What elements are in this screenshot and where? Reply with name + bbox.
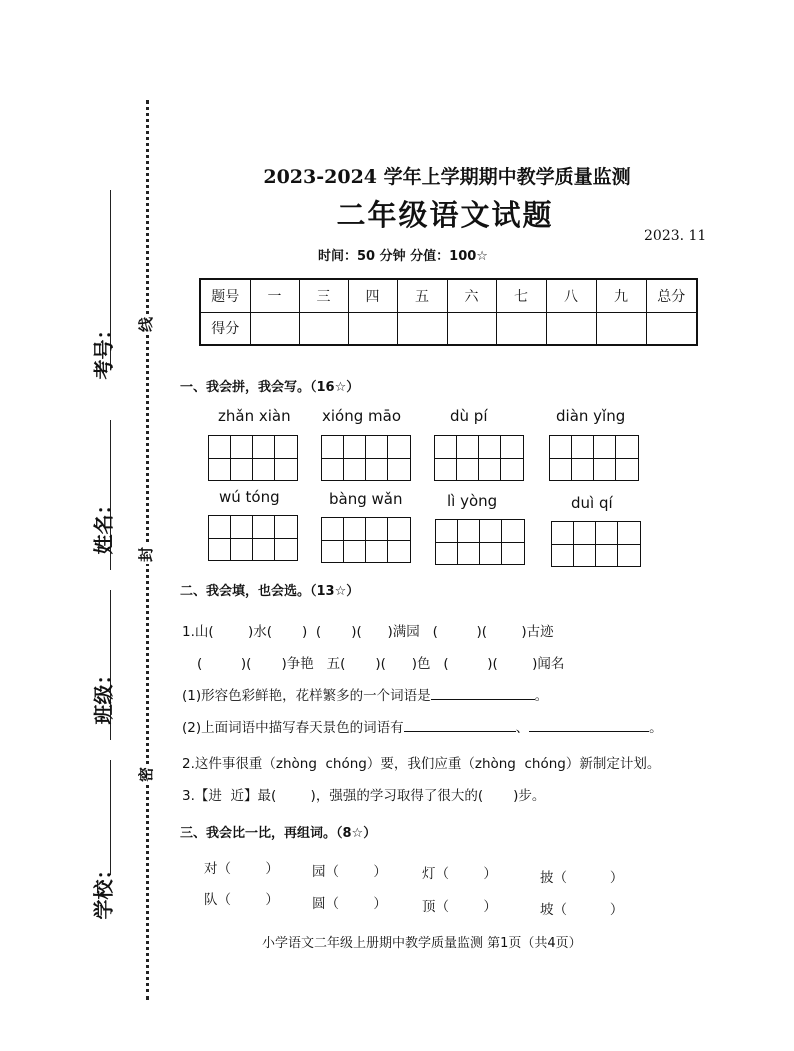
writing-grid[interactable] [551, 521, 641, 567]
pinyin-label: dù pí [450, 407, 488, 425]
exam-meta: 时间：50 分钟 分值：100☆ [318, 249, 488, 264]
grid-cell[interactable] [572, 436, 594, 480]
score-input-cell[interactable] [596, 312, 646, 345]
score-header-cell: 一 [250, 279, 299, 312]
writing-grid[interactable] [208, 515, 298, 561]
grid-cell[interactable] [388, 518, 410, 562]
score-table [199, 278, 698, 346]
grid-cell[interactable] [435, 436, 457, 480]
question-1-2-text: (2)上面词语中描写春天景色的词语有 [182, 720, 404, 736]
grid-cell[interactable] [594, 436, 616, 480]
pinyin-label: duì qí [571, 494, 613, 512]
grid-cell[interactable] [502, 520, 524, 564]
question-1-1-text: (1)形容色彩鲜艳，花样繁多的一个词语是 [182, 688, 431, 704]
grid-cell[interactable] [209, 436, 231, 480]
score-header-cell: 五 [397, 279, 447, 312]
grid-cell[interactable] [480, 520, 502, 564]
word-pair: 顶（ ） [422, 899, 497, 915]
score-input-cell[interactable] [250, 312, 299, 345]
answer-blank[interactable] [404, 718, 516, 732]
score-row-label: 得分 [200, 312, 250, 345]
word-pair: 灯（ ） [422, 866, 497, 882]
score-header-cell: 题号 [200, 279, 250, 312]
grid-cell[interactable] [322, 518, 344, 562]
grid-cell[interactable] [275, 436, 297, 480]
score-table-header-row [200, 279, 697, 312]
pinyin-label: xióng māo [322, 407, 401, 425]
score-header-cell: 六 [447, 279, 496, 312]
score-input-cell[interactable] [397, 312, 447, 345]
grid-cell[interactable] [275, 516, 297, 560]
seal-seal-char: 封 [133, 545, 158, 564]
grid-cell[interactable] [231, 516, 253, 560]
grid-cell[interactable] [344, 518, 366, 562]
page-footer: 小学语文二年级上册期中教学质量监测 第1页（共4页） [262, 936, 582, 951]
writing-grid[interactable] [321, 517, 411, 563]
score-input-cell[interactable] [496, 312, 546, 345]
answer-blank[interactable] [529, 718, 649, 732]
pinyin-label: lì yòng [447, 492, 498, 510]
word-pair: 园（ ） [312, 864, 387, 880]
word-pair: 对（ ） [204, 861, 279, 877]
word-pair: 圆（ ） [312, 896, 387, 912]
grid-cell[interactable] [322, 436, 344, 480]
section1-heading: 一、我会拼，我会写。（16☆） [180, 380, 360, 395]
class-label: 班级： [91, 664, 116, 725]
grid-cell[interactable] [436, 520, 458, 564]
score-header-cell: 四 [348, 279, 397, 312]
grid-cell[interactable] [344, 436, 366, 480]
grid-cell[interactable] [366, 436, 388, 480]
grid-cell[interactable] [616, 436, 638, 480]
question-1-2-end: 。 [649, 720, 663, 736]
grid-cell[interactable] [596, 522, 618, 566]
exam-no-label: 考号： [91, 319, 116, 380]
grid-cell[interactable] [388, 436, 410, 480]
writing-grid[interactable] [549, 435, 639, 481]
question-1-line-a: 1.山( )水( ) ( )( )满园 ( )( )古迹 [182, 624, 554, 640]
question-1-2-sep: 、 [515, 720, 530, 736]
score-header-cell: 三 [299, 279, 348, 312]
grid-cell[interactable] [574, 522, 596, 566]
section3-heading: 三、我会比一比，再组词。（8☆） [180, 826, 377, 841]
answer-blank[interactable] [431, 686, 535, 700]
pinyin-label: wú tóng [219, 488, 280, 506]
name-label: 姓名： [91, 494, 116, 555]
question-1-line-b: ( )( )争艳 五( )( )色 ( )( )闻名 [197, 656, 565, 672]
pinyin-label: diàn yǐng [556, 407, 626, 425]
writing-grid[interactable] [208, 435, 298, 481]
score-table-score-row [200, 312, 697, 345]
grid-cell[interactable] [253, 436, 275, 480]
school-label: 学校： [91, 859, 116, 920]
exam-date: 2023. 11 [644, 228, 707, 244]
grid-cell[interactable] [501, 436, 523, 480]
grid-cell[interactable] [457, 436, 479, 480]
grid-cell[interactable] [209, 516, 231, 560]
score-input-cell[interactable] [646, 312, 697, 345]
score-input-cell[interactable] [348, 312, 397, 345]
score-header-cell: 八 [546, 279, 596, 312]
grid-cell[interactable] [618, 522, 640, 566]
score-header-cell: 总分 [646, 279, 697, 312]
grid-cell[interactable] [253, 516, 275, 560]
writing-grid[interactable] [435, 519, 525, 565]
word-pair: 披（ ） [540, 870, 624, 886]
question-1-1 [182, 684, 548, 704]
school-line [110, 760, 111, 875]
seal-secret-char: 密 [133, 765, 158, 784]
score-input-cell[interactable] [299, 312, 348, 345]
writing-grid[interactable] [434, 435, 524, 481]
pinyin-label: bàng wǎn [329, 490, 403, 508]
writing-grid[interactable] [321, 435, 411, 481]
grid-cell[interactable] [550, 436, 572, 480]
question-1-2 [182, 716, 663, 736]
grid-cell[interactable] [552, 522, 574, 566]
question-2: 2.这件事很重（zhòng chóng）要，我们应重（zhòng chóng）新制定计划。 [182, 756, 661, 772]
pinyin-label: zhǎn xiàn [218, 407, 291, 425]
score-input-cell[interactable] [546, 312, 596, 345]
grid-cell[interactable] [458, 520, 480, 564]
score-header-cell: 九 [596, 279, 646, 312]
score-input-cell[interactable] [447, 312, 496, 345]
question-1-1-end: 。 [534, 688, 549, 704]
word-pair: 坡（ ） [540, 902, 624, 918]
section2-heading: 二、我会填，也会选。（13☆） [180, 584, 360, 599]
exam-title: 2023-2024 学年上学期期中教学质量监测 [263, 166, 631, 188]
grid-cell[interactable] [366, 518, 388, 562]
score-header-cell: 七 [496, 279, 546, 312]
grid-cell[interactable] [231, 436, 253, 480]
grid-cell[interactable] [479, 436, 501, 480]
exam-subtitle: 二年级语文试题 [336, 198, 554, 232]
question-3: 3.【进 近】最( )，强强的学习取得了很大的( )步。 [182, 788, 546, 804]
seal-line-char: 线 [133, 315, 158, 334]
word-pair: 队（ ） [204, 892, 279, 908]
